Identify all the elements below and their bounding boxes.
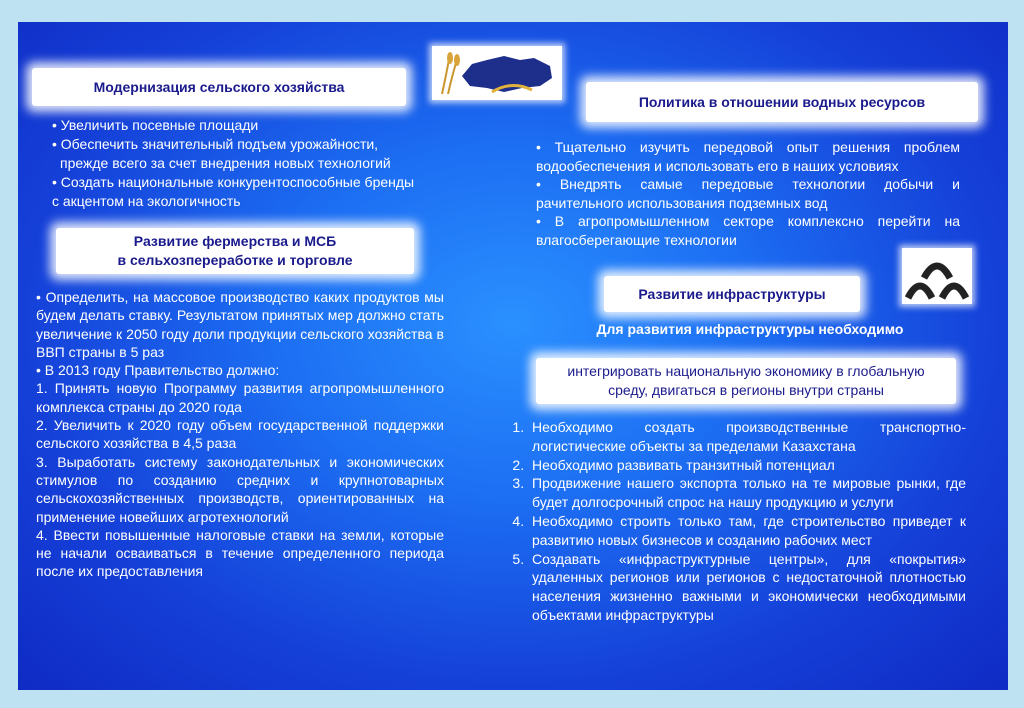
modernization-title-box bbox=[32, 68, 406, 106]
modernization-bullet: • Увеличить посевные площади bbox=[52, 117, 259, 133]
water-title: Политика в отношении водных ресурсов bbox=[638, 93, 926, 110]
modernization-bullets bbox=[52, 116, 472, 211]
farming-title-line1: Развитие фермерства и МСБ bbox=[133, 233, 337, 249]
integrate-line1: интегрировать национальную экономику в глобальную bbox=[567, 363, 925, 379]
integrate-box bbox=[536, 358, 956, 404]
farming-item: • В 2013 году Правительство должно: bbox=[36, 362, 280, 379]
infrastructure-title: Развитие инфраструктуры bbox=[638, 285, 826, 302]
kazakhstan-map-wheat-logo bbox=[432, 46, 562, 100]
infrastructure-list-item: 4. Необходимо строить только там, где строительство приведет к развитию новых бизнесов и созданию рабочих мест bbox=[528, 512, 966, 550]
infrastructure-list-item: 1. Необходимо создать производственные транспортно-логистические объекты за пределами Казахстана bbox=[528, 418, 966, 456]
infrastructure-list bbox=[506, 418, 966, 625]
infrastructure-title-box bbox=[604, 276, 860, 312]
modernization-bullet: • Обеспечить значительный подъем урожайности, bbox=[52, 136, 379, 152]
farming-item: • Определить, на массовое производство каких продуктов мы будем делать ставку. Результатом принятых мер должно стать увеличение к 2050 году доли продукции сельского хозяйства в ВВП страны в 5 раз bbox=[36, 289, 444, 360]
water-text bbox=[536, 138, 960, 249]
infrastructure-arches-icon bbox=[902, 248, 972, 304]
infrastructure-list-item: 2. Необходимо развивать транзитный потенциал bbox=[528, 456, 966, 475]
farming-item: 2. Увеличить к 2020 году объем государственной поддержки сельского хозяйства в 4,5 раза bbox=[36, 417, 444, 452]
farming-item: 3. Выработать систему законодательных и экономических стимулов по созданию средних и крупнотоварных сельскохозяйственных производств, ориентированных на применение новейших агротехнологий bbox=[36, 453, 444, 525]
farming-title-line2: в сельхозпереработке и торговле bbox=[117, 252, 353, 268]
infrastructure-list-item: 3. Продвижение нашего экспорта только на те мировые рынки, где будет долгосрочный спрос на нашу продукцию и услуги bbox=[528, 474, 966, 512]
water-item: • В агропромышленном секторе комплексно перейти на влагосберегающие технологии bbox=[536, 213, 960, 248]
farming-title-box bbox=[56, 228, 414, 274]
infrastructure-subheading: Для развития инфраструктуры необходимо bbox=[596, 321, 904, 337]
farming-item: 1. Принять новую Программу развития агропромышленного комплекса страны до 2020 года bbox=[36, 380, 444, 415]
farming-item: 4. Ввести повышенные налоговые ставки на земли, которые не начали осваиваться в течение определенного периода после их предоставления bbox=[36, 526, 444, 580]
integrate-line2: среду, двигаться в регионы внутри страны bbox=[608, 382, 884, 398]
modernization-title: Модернизация сельского хозяйства bbox=[93, 78, 345, 95]
water-item: • Внедрять самые передовые технологии добычи и рачительного использования подземных вод bbox=[536, 176, 960, 211]
modernization-bullet: прежде всего за счет внедрения новых технологий bbox=[60, 155, 391, 171]
modernization-bullet: • Создать национальные конкурентоспособные бренды bbox=[52, 174, 415, 190]
modernization-bullet: с акцентом на экологичность bbox=[52, 193, 241, 209]
infrastructure-list-item: 5. Создавать «инфраструктурные центры», для «покрытия» удаленных регионов или регионов с недостаточной плотностью населения жизненно важными и экономически необходимыми объектами инфраструктуры bbox=[528, 550, 966, 625]
water-title-box bbox=[586, 82, 978, 122]
farming-text bbox=[36, 288, 444, 581]
water-item: • Тщательно изучить передовой опыт решения проблем водообеспечения и использовать его в наших условиях bbox=[536, 139, 960, 174]
